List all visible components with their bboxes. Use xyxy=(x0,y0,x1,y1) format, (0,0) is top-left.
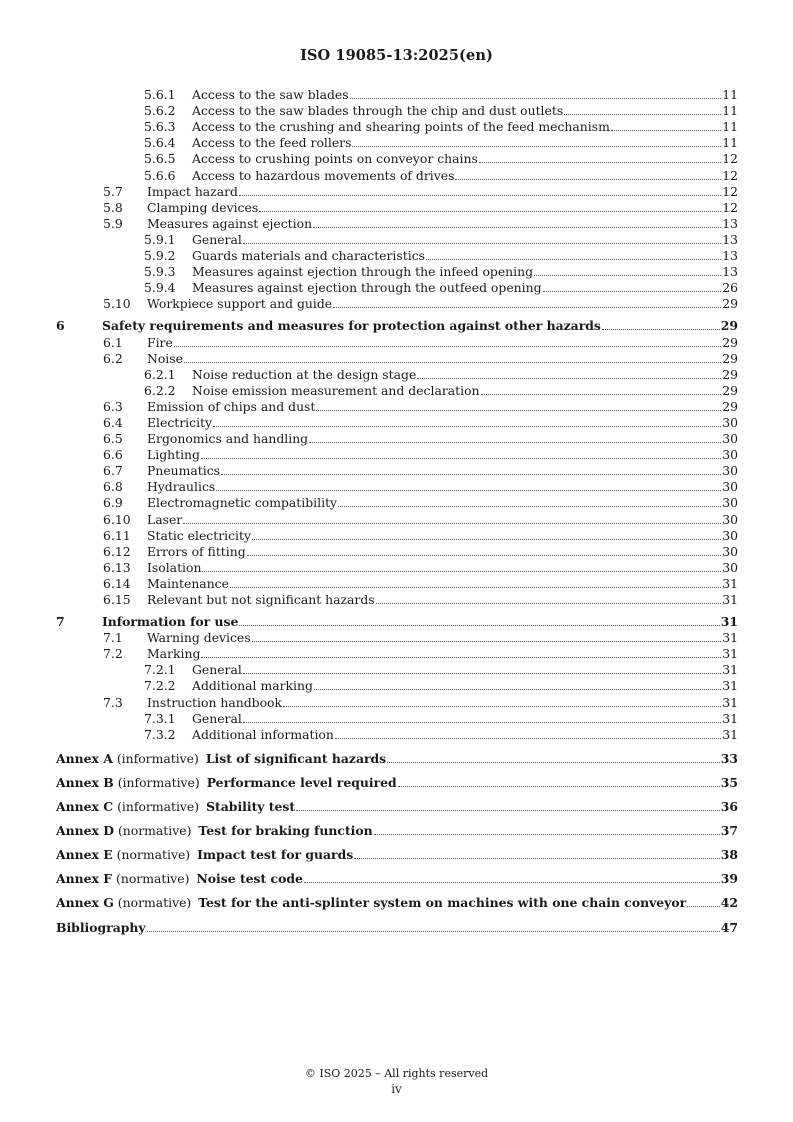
toc-entry[interactable] xyxy=(56,710,738,726)
toc-entry-title: Emission of chips and dust xyxy=(147,398,316,414)
toc-entry-page: 29 xyxy=(722,296,738,312)
toc-entry-page: 30 xyxy=(722,559,738,575)
toc-entry-number: 6.2.1 xyxy=(144,366,176,382)
toc-entry[interactable] xyxy=(56,494,738,510)
toc-entry-page: 26 xyxy=(722,280,738,296)
toc-entry-title: Access to hazardous movements of drives xyxy=(192,167,455,183)
toc-entry-number: 5.8 xyxy=(103,199,123,215)
dot-leader xyxy=(283,706,721,707)
dot-leader xyxy=(239,625,719,626)
toc-entry[interactable] xyxy=(56,279,738,295)
toc-entry-number: 6.8 xyxy=(103,479,123,495)
toc-entry-title: Impact hazard xyxy=(147,183,238,199)
toc-entry-number: 5.6.5 xyxy=(144,151,176,167)
toc-entry-number: 6.15 xyxy=(103,592,131,607)
toc-entry-number: 5.7 xyxy=(103,183,123,199)
toc-entry-title: Electromagnetic compatibility xyxy=(147,495,338,511)
dot-leader xyxy=(243,722,721,723)
toc-entry[interactable] xyxy=(56,295,738,311)
toc-entry[interactable] xyxy=(56,677,738,693)
toc-entry-number: 6 xyxy=(56,318,65,334)
page-footer xyxy=(0,1067,793,1096)
dot-leader xyxy=(543,291,722,292)
toc-entry-title: Access to the feed rollers xyxy=(192,135,352,151)
toc-entry-title: Additional marking xyxy=(192,678,313,694)
toc-entry-number: 6.2 xyxy=(103,350,123,366)
toc-entry[interactable] xyxy=(56,478,738,494)
toc-entry-page: 29 xyxy=(722,350,738,366)
dot-leader xyxy=(243,243,721,244)
toc-entry[interactable] xyxy=(56,575,738,591)
toc-entry-title: Additional information xyxy=(192,726,334,742)
toc-entry-number: 5.10 xyxy=(103,296,131,312)
toc-entry-title: Noise emission measurement and declaration xyxy=(192,382,480,398)
dot-leader xyxy=(602,329,720,330)
dot-leader xyxy=(316,410,721,411)
toc-entry-title: Access to the saw blades xyxy=(192,87,349,103)
dot-leader xyxy=(687,906,720,907)
toc-entry-title: General xyxy=(192,662,242,678)
toc-entry[interactable] xyxy=(56,215,738,231)
toc-entry-title: Electricity xyxy=(147,414,213,430)
toc-entry-page: 30 xyxy=(722,463,738,479)
toc-entry-title: Safety requirements and measures for protection against other hazards xyxy=(102,318,601,334)
toc-entry-number: 7.2 xyxy=(103,646,123,662)
toc-annex-entry[interactable] xyxy=(56,870,738,886)
toc-entry-title: Access to crushing points on conveyor chains xyxy=(192,151,478,167)
dot-leader xyxy=(230,587,721,588)
toc-entry-title: Relevant but not significant hazards xyxy=(147,592,375,607)
toc-entry-number: 5.9.4 xyxy=(144,280,176,296)
toc-entry-title: Isolation xyxy=(147,559,202,575)
toc-entry[interactable] xyxy=(56,134,738,150)
annex-label: Annex B xyxy=(56,774,114,790)
toc-entry[interactable] xyxy=(56,510,738,526)
toc-entry-number: 7 xyxy=(56,614,65,630)
toc-entry-title: Maintenance xyxy=(147,575,229,591)
toc-entry-number: 7.2.1 xyxy=(144,662,176,678)
toc-entry-number: 5.6.6 xyxy=(144,167,176,183)
toc-entry[interactable] xyxy=(56,333,738,349)
toc-entry-number: 5.6.3 xyxy=(144,119,176,135)
toc-entry[interactable] xyxy=(56,645,738,661)
annex-label: Annex C xyxy=(56,799,114,815)
toc-entry-page: 31 xyxy=(720,614,738,630)
toc-entry-title: Errors of fitting xyxy=(147,543,246,559)
toc-entry-number: 6.4 xyxy=(103,414,123,430)
toc-entry[interactable] xyxy=(56,613,738,629)
toc-entry[interactable] xyxy=(56,166,738,182)
bibliography-title: Bibliography xyxy=(56,919,146,935)
toc-entry-number: 6.7 xyxy=(103,463,123,479)
dot-leader xyxy=(481,394,722,395)
dot-leader xyxy=(252,641,722,642)
toc-entry-page: 31 xyxy=(722,592,738,607)
toc-entry-number: 7.1 xyxy=(103,630,123,646)
toc-entry-number: 6.3 xyxy=(103,398,123,414)
annex-type: (informative) xyxy=(116,750,199,766)
toc-entry[interactable] xyxy=(56,693,738,709)
annex-title: Test for braking function xyxy=(198,823,373,839)
toc-entry-title: Pneumatics xyxy=(147,463,221,479)
dot-leader xyxy=(387,762,720,763)
annex-label: Annex A xyxy=(56,750,113,766)
dot-leader xyxy=(611,130,721,131)
toc-entry-number: 6.11 xyxy=(103,527,131,543)
toc-entry-page: 13 xyxy=(722,215,738,231)
toc-entry-page: 29 xyxy=(720,318,738,334)
toc-entry[interactable] xyxy=(56,543,738,559)
dot-leader xyxy=(243,673,721,674)
toc-entry-title: Marking xyxy=(147,646,201,662)
toc-entry-page: 12 xyxy=(722,151,738,167)
annex-type: (normative) xyxy=(116,871,190,887)
toc-entry-page: 31 xyxy=(722,646,738,662)
dot-leader xyxy=(338,506,721,507)
dot-leader xyxy=(417,378,721,379)
annex-page: 35 xyxy=(720,774,738,790)
toc-entry[interactable] xyxy=(56,199,738,215)
toc-entry[interactable] xyxy=(56,527,738,543)
dot-leader xyxy=(174,346,721,347)
toc-entry[interactable] xyxy=(56,591,738,607)
bibliography-page: 47 xyxy=(720,919,738,935)
dot-leader xyxy=(304,882,720,883)
dot-leader xyxy=(314,689,721,690)
annex-type: (informative) xyxy=(117,799,200,815)
toc-entry-title: Measures against ejection through the infeed opening xyxy=(192,264,534,280)
toc-entry-page: 30 xyxy=(722,527,738,543)
toc-entry-page: 12 xyxy=(722,183,738,199)
dot-leader xyxy=(216,490,721,491)
toc-entry-title: General xyxy=(192,710,242,726)
toc-entry-number: 5.9 xyxy=(103,215,123,231)
toc-entry-page: 31 xyxy=(722,726,738,742)
dot-leader xyxy=(309,442,721,443)
annex-label: Annex G xyxy=(56,895,114,911)
dot-leader xyxy=(201,458,721,459)
toc-entry[interactable] xyxy=(56,102,738,118)
toc-entry-page: 11 xyxy=(722,119,738,135)
toc-entry-page: 13 xyxy=(722,248,738,264)
toc-entry-title: Fire xyxy=(147,334,173,350)
dot-leader xyxy=(202,571,721,572)
annex-title: Test for the anti-splinter system on machines with one chain conveyor xyxy=(198,895,687,911)
dot-leader xyxy=(259,211,721,212)
annex-title: List of significant hazards xyxy=(205,750,387,766)
toc-entry-number: 6.1 xyxy=(103,334,123,350)
toc-entry-page: 30 xyxy=(722,543,738,559)
toc-entry-number: 6.10 xyxy=(103,511,131,527)
dot-leader xyxy=(333,307,721,308)
toc-entry-number: 6.9 xyxy=(103,495,123,511)
toc-annex-entry[interactable] xyxy=(56,750,738,766)
toc-entry-number: 6.5 xyxy=(103,431,123,447)
toc-entry-title: Information for use xyxy=(102,614,239,630)
toc-entry[interactable] xyxy=(56,317,738,333)
dot-leader xyxy=(247,555,722,556)
toc-entry-title: Clamping devices xyxy=(147,199,259,215)
toc-entry[interactable] xyxy=(56,462,738,478)
toc-entry[interactable] xyxy=(56,398,738,414)
dot-leader xyxy=(564,114,721,115)
annex-title: Stability test xyxy=(206,799,296,815)
toc-entry-page: 30 xyxy=(722,447,738,463)
toc-entry-page: 11 xyxy=(722,103,738,119)
dot-leader xyxy=(184,362,721,363)
toc-entry-page: 31 xyxy=(722,575,738,591)
dot-leader xyxy=(376,603,722,604)
toc-entry-number: 6.12 xyxy=(103,543,131,559)
toc-entry-page: 11 xyxy=(722,87,738,103)
annex-page: 33 xyxy=(720,750,738,766)
toc-entry-number: 6.14 xyxy=(103,575,131,591)
toc-entry[interactable] xyxy=(56,629,738,645)
toc-entry-title: Workpiece support and guide xyxy=(147,296,333,312)
dot-leader xyxy=(221,474,721,475)
toc-entry[interactable] xyxy=(56,726,738,742)
toc-annex-entry[interactable] xyxy=(56,774,738,790)
toc-entry-title: Noise xyxy=(147,350,183,366)
toc-entry[interactable] xyxy=(56,150,738,166)
annex-type: (normative) xyxy=(117,823,192,839)
toc-entry[interactable] xyxy=(56,86,738,102)
toc-entry-page: 31 xyxy=(722,662,738,678)
annex-page: 36 xyxy=(720,799,738,815)
dot-leader xyxy=(183,523,721,524)
toc-entry-page: 31 xyxy=(722,694,738,710)
toc-entry[interactable] xyxy=(56,559,738,575)
toc-entry-page: 12 xyxy=(722,167,738,183)
annex-type: (informative) xyxy=(117,774,200,790)
dot-leader xyxy=(335,738,721,739)
toc-entry[interactable] xyxy=(56,382,738,398)
toc-entry-title: Laser xyxy=(147,511,183,527)
toc-entry-number: 5.9.3 xyxy=(144,264,176,280)
toc-entry-page: 29 xyxy=(722,398,738,414)
toc-annex-entry[interactable] xyxy=(56,822,738,838)
annex-page: 38 xyxy=(720,847,738,863)
annex-label: Annex D xyxy=(56,823,114,839)
toc-entry-number: 7.3.1 xyxy=(144,710,176,726)
annex-label: Annex F xyxy=(56,871,113,887)
toc-entry[interactable] xyxy=(56,661,738,677)
toc-entry-title: Ergonomics and handling xyxy=(147,431,309,447)
toc-entry[interactable] xyxy=(56,366,738,382)
toc-entry-number: 5.9.2 xyxy=(144,248,176,264)
toc-entry-title: Warning devices xyxy=(147,630,251,646)
toc-entry-number: 5.9.1 xyxy=(144,231,176,247)
dot-leader xyxy=(239,195,721,196)
annex-page: 42 xyxy=(720,895,738,911)
annex-type: (normative) xyxy=(117,895,192,911)
annex-page: 37 xyxy=(720,823,738,839)
toc-entry-page: 31 xyxy=(722,678,738,694)
toc-entry-number: 5.6.2 xyxy=(144,103,176,119)
dot-leader xyxy=(296,810,720,811)
toc-entry-page: 13 xyxy=(722,264,738,280)
annex-type: (normative) xyxy=(116,847,191,863)
toc-entry-title: Guards materials and characteristics xyxy=(192,248,425,264)
toc-entry-page: 30 xyxy=(722,495,738,511)
toc-annex-entry[interactable] xyxy=(56,798,738,814)
toc-entry-page: 30 xyxy=(722,414,738,430)
toc-entry-page: 29 xyxy=(722,366,738,382)
dot-leader xyxy=(352,146,721,147)
toc-entry-page: 30 xyxy=(722,511,738,527)
toc-entry[interactable] xyxy=(56,414,738,430)
toc-entry[interactable] xyxy=(56,430,738,446)
page-number: iv xyxy=(391,1082,402,1096)
toc-entry[interactable] xyxy=(56,118,738,134)
dot-leader xyxy=(313,227,721,228)
toc-entry[interactable] xyxy=(56,247,738,263)
toc-entry[interactable] xyxy=(56,183,738,199)
dot-leader xyxy=(374,834,720,835)
toc-entry[interactable] xyxy=(56,263,738,279)
toc-bibliography-entry[interactable] xyxy=(56,918,738,934)
dot-leader xyxy=(426,259,721,260)
dot-leader xyxy=(201,657,721,658)
copyright-notice: © ISO 2025 – All rights reserved xyxy=(304,1067,489,1080)
toc-entry[interactable] xyxy=(56,446,738,462)
toc-entry-number: 7.3.2 xyxy=(144,726,176,742)
annex-title: Performance level required xyxy=(206,774,397,790)
dot-leader xyxy=(398,786,720,787)
toc-entry-title: Access to the crushing and shearing points of the feed mechanism xyxy=(192,119,610,135)
annex-label: Annex E xyxy=(56,847,113,863)
toc-entry-page: 29 xyxy=(722,382,738,398)
dot-leader xyxy=(479,162,721,163)
toc-entry-title: Noise reduction at the design stage xyxy=(192,366,417,382)
toc-entry-number: 5.6.1 xyxy=(144,87,176,103)
toc-entry-title: Instruction handbook xyxy=(147,694,283,710)
toc-annex-entry[interactable] xyxy=(56,894,738,910)
toc-entry-page: 12 xyxy=(722,199,738,215)
toc-annex-entry[interactable] xyxy=(56,846,738,862)
annex-page: 39 xyxy=(720,871,738,887)
toc-entry-number: 6.6 xyxy=(103,447,123,463)
toc-entry-number: 6.2.2 xyxy=(144,382,176,398)
toc-entry-number: 6.13 xyxy=(103,559,131,575)
toc-entry[interactable] xyxy=(56,231,738,247)
toc-entry-number: 5.6.4 xyxy=(144,135,176,151)
dot-leader xyxy=(534,275,721,276)
toc-entry-page: 29 xyxy=(722,334,738,350)
toc-entry-title: Static electricity xyxy=(147,527,251,543)
dot-leader xyxy=(252,539,721,540)
toc-entry-number: 7.3 xyxy=(103,694,123,710)
annex-title: Impact test for guards xyxy=(197,847,354,863)
toc-entry-page: 31 xyxy=(722,710,738,726)
toc-entry-number: 7.2.2 xyxy=(144,678,176,694)
document-header: ISO 19085-13:2025(en) xyxy=(300,47,493,64)
table-of-contents xyxy=(56,86,738,935)
toc-entry-page: 31 xyxy=(722,630,738,646)
dot-leader xyxy=(213,426,721,427)
toc-entry-title: Lighting xyxy=(147,447,200,463)
dot-leader xyxy=(354,858,720,859)
annex-title: Noise test code xyxy=(196,871,303,887)
dot-leader xyxy=(147,931,720,932)
toc-entry-page: 13 xyxy=(722,231,738,247)
toc-entry-page: 11 xyxy=(722,135,738,151)
toc-entry-title: Measures against ejection xyxy=(147,215,313,231)
dot-leader xyxy=(455,179,721,180)
toc-entry-title: Hydraulics xyxy=(147,479,216,495)
toc-entry-page: 30 xyxy=(722,479,738,495)
toc-entry-title: Measures against ejection through the outfeed opening xyxy=(192,280,542,296)
toc-entry-page: 30 xyxy=(722,431,738,447)
toc-entry-title: Access to the saw blades through the chip and dust outlets xyxy=(192,103,564,119)
toc-entry[interactable] xyxy=(56,350,738,366)
dot-leader xyxy=(350,98,722,99)
toc-entry-title: General xyxy=(192,231,242,247)
